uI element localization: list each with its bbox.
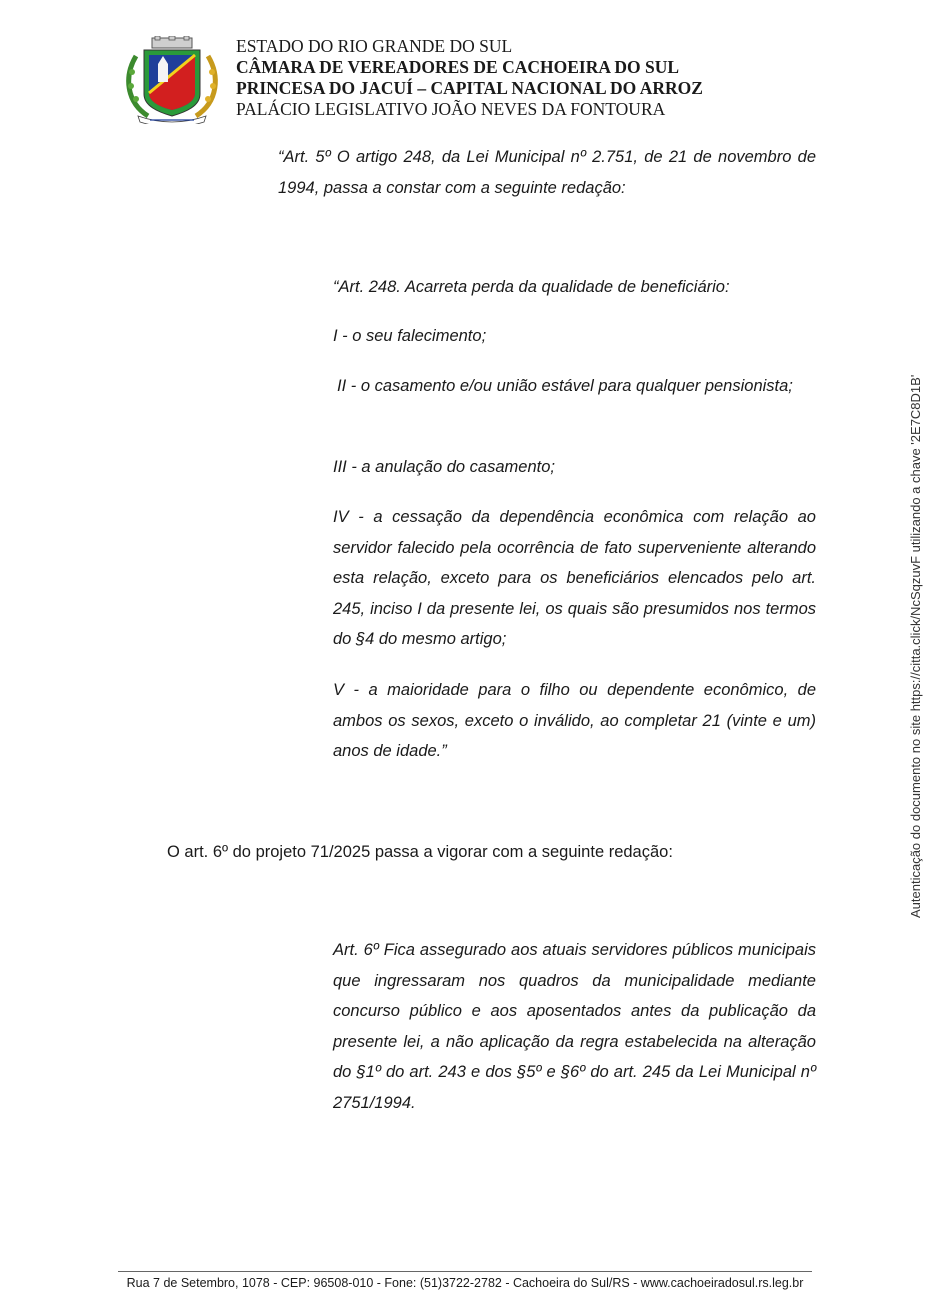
letterhead bbox=[236, 36, 703, 120]
inciso-iv: IV - a cessação da dependência econômica com relação ao servidor falecido pela ocorrência de fato superveniente alterando esta relação, exceto para os beneficiários elencados pelo art. 245, inciso I da presente lei, os quais são presumidos nos termos do §4 do mesmo artigo; bbox=[333, 508, 816, 648]
footer-divider bbox=[118, 1271, 812, 1272]
city-motto: PRINCESA DO JACUÍ – CAPITAL NACIONAL DO ARROZ bbox=[236, 78, 703, 98]
inciso-iii: III - a anulação do casamento; bbox=[333, 458, 555, 476]
art6-text: Art. 6º Fica assegurado aos atuais servidores públicos municipais que ingressaram nos quadros da municipalidade mediante concurso público e aos aposentados antes da publicação da presente lei, a não aplicação da regra estabelecida na alteração do §1º do art. 243 e dos §5º e §6º do art. 245 da Lei Municipal nº 2751/1994. bbox=[333, 941, 816, 1112]
art6-intro-paragraph: O art. 6º do projeto 71/2025 passa a vigorar com a seguinte redação: bbox=[167, 843, 673, 861]
inciso-v: V - a maioridade para o filho ou dependente econômico, de ambos os sexos, exceto o inválido, ao completar 21 (vinte e um) anos de idade.” bbox=[333, 681, 816, 760]
chamber-name: CÂMARA DE VEREADORES DE CACHOEIRA DO SUL bbox=[236, 57, 680, 77]
art5-intro-paragraph: “Art. 5º O artigo 248, da Lei Municipal nº 2.751, de 21 de novembro de 1994, passa a constar com a seguinte redação: bbox=[278, 148, 816, 197]
state-name: ESTADO DO RIO GRANDE DO SUL bbox=[236, 36, 513, 56]
inciso-ii: II - o casamento e/ou união estável para qualquer pensionista; bbox=[337, 377, 793, 395]
footer-address: Rua 7 de Setembro, 1078 - CEP: 96508-010 - Fone: (51)3722-2782 - Cachoeira do Sul/RS - www.cachoeiradosul.rs.leg.br bbox=[126, 1276, 804, 1290]
palace-name: PALÁCIO LEGISLATIVO JOÃO NEVES DA FONTOURA bbox=[236, 99, 666, 119]
inciso-i: I - o seu falecimento; bbox=[333, 327, 487, 345]
municipal-crest-icon bbox=[122, 36, 222, 124]
authentication-note: Autenticação do documento no site https://citta.click/NcSqzuvF utilizando a chave '2E7C8D1B' bbox=[908, 374, 923, 918]
art248-caput: “Art. 248. Acarreta perda da qualidade de beneficiário: bbox=[333, 278, 730, 296]
